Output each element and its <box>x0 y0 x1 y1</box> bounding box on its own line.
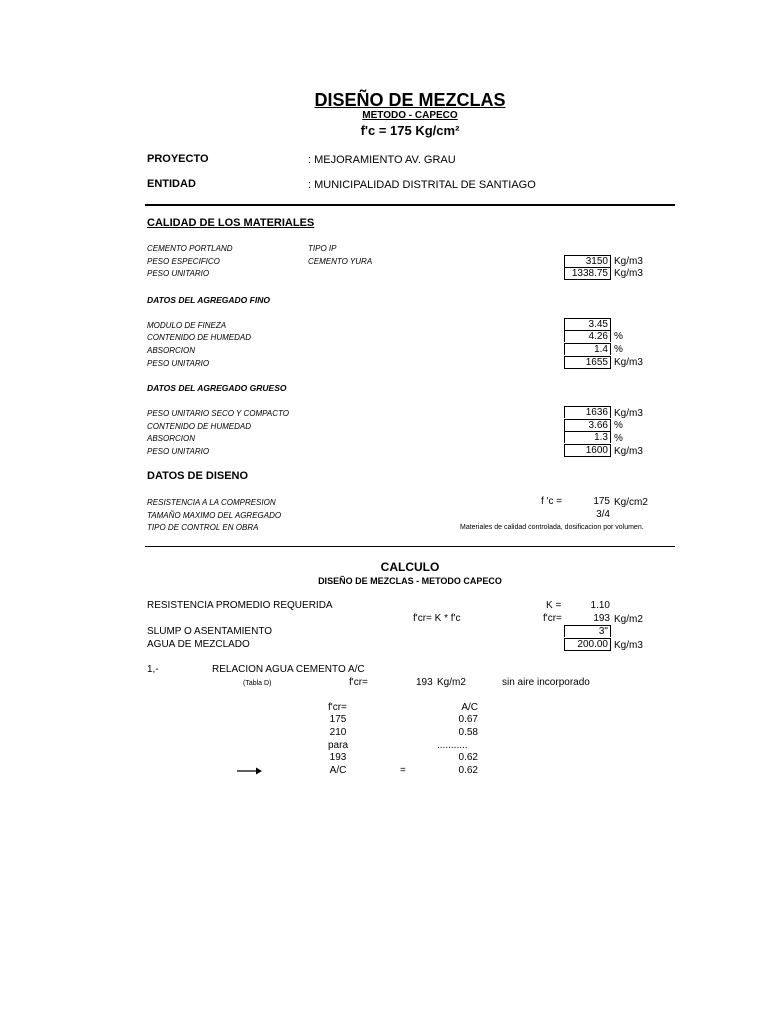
pe-label: PESO ESPECIFICO <box>147 257 220 266</box>
fine-row-label: PESO UNITARIO <box>147 359 210 368</box>
cement-type: TIPO IP <box>308 244 337 253</box>
result-value: 0.62 <box>458 765 478 776</box>
coarse-row-label: PESO UNITARIO SECO Y COMPACTO <box>147 409 289 418</box>
interp-a: 210 <box>329 727 347 738</box>
proyecto-value: : MEJORAMIENTO AV. GRAU <box>308 154 456 166</box>
fine-row-value: 1.4 <box>564 343 611 355</box>
coarse-row-label: PESO UNITARIO <box>147 447 210 456</box>
coarse-row-label: CONTENIDO DE HUMEDAD <box>147 422 252 431</box>
fine-row-unit: % <box>614 344 623 355</box>
slump-value: 3" <box>564 625 611 637</box>
coarse-row-value: 1636 <box>564 406 611 418</box>
coarse-row-unit: % <box>614 420 623 431</box>
fine-row-label: CONTENIDO DE HUMEDAD <box>147 333 252 342</box>
interp-a: 175 <box>329 714 347 725</box>
step-title: RELACION AGUA CEMENTO A/C <box>212 664 365 675</box>
fine-row-value: 1655 <box>564 356 611 369</box>
cement-pu-unit: Kg/m3 <box>614 268 643 279</box>
interp-b: 0.58 <box>458 727 478 738</box>
fine-row-value: 4.26 <box>564 330 611 342</box>
method-subtitle: METODO - CAPECO <box>362 110 458 121</box>
coarse-row-value: 3.66 <box>564 419 611 431</box>
agua-label: AGUA DE MEZCLADO <box>147 639 250 650</box>
divider-2 <box>145 546 675 547</box>
step-fcr-unit: Kg/m2 <box>437 677 466 688</box>
calculo-heading: CALCULO <box>380 560 440 574</box>
step-fcr-value: 193 <box>416 677 433 688</box>
interp-a: 193 <box>329 752 347 763</box>
design-heading: DATOS DE DISENO <box>147 470 249 482</box>
page-title: DISEÑO DE MEZCLAS <box>314 90 506 110</box>
rpr-label: RESISTENCIA PROMEDIO REQUERIDA <box>147 600 333 611</box>
tam-label: TAMAÑO MAXIMO DEL AGREGADO <box>147 511 282 520</box>
col1-head: f'cr= <box>328 702 347 713</box>
result-label: A/C <box>329 765 347 776</box>
calculo-subheading: DISEÑO DE MEZCLAS - METODO CAPECO <box>318 576 502 586</box>
interp-a: para <box>327 740 348 751</box>
fine-row-unit: % <box>614 331 623 342</box>
fine-row-label: ABSORCION <box>147 346 196 355</box>
coarse-heading: DATOS DEL AGREGADO GRUESO <box>147 383 287 393</box>
k-value: 1.10 <box>590 600 610 611</box>
coarse-row-unit: Kg/m3 <box>614 446 643 457</box>
step-note: sin aire incorporado <box>502 677 590 688</box>
coarse-row-value: 1.3 <box>564 431 611 443</box>
fine-row-value: 3.45 <box>564 318 611 330</box>
ctrl-value: Materiales de calidad controlada, dosificacion por volumen. <box>460 524 644 531</box>
tam-value: 3/4 <box>596 509 610 520</box>
resist-symbol: f 'c = <box>541 496 563 507</box>
result-eq: = <box>400 765 406 776</box>
entidad-value: : MUNICIPALIDAD DISTRITAL DE SANTIAGO <box>308 179 536 191</box>
arrow-right-icon <box>236 765 262 777</box>
resist-label: RESISTENCIA A LA COMPRESION <box>147 498 276 507</box>
divider-1 <box>145 204 675 206</box>
interp-b: 0.62 <box>458 752 478 763</box>
coarse-row-unit: Kg/m3 <box>614 408 643 419</box>
cement-label: CEMENTO PORTLAND <box>147 244 233 253</box>
fcr-unit: Kg/m2 <box>614 614 643 625</box>
cement-pe-value: 3150 <box>564 255 611 267</box>
entidad-label: ENTIDAD <box>147 178 196 190</box>
ctrl-label: TIPO DE CONTROL EN OBRA <box>147 523 259 532</box>
proyecto-label: PROYECTO <box>147 153 209 165</box>
step-number: 1,- <box>147 664 159 675</box>
coarse-row-unit: % <box>614 433 623 444</box>
cement-pe-unit: Kg/m3 <box>614 256 643 267</box>
slump-label: SLUMP O ASENTAMIENTO <box>147 626 273 637</box>
resist-value: 175 <box>593 496 610 507</box>
coarse-row-label: ABSORCION <box>147 434 196 443</box>
k-label: K = <box>546 600 562 611</box>
pu-label: PESO UNITARIO <box>147 269 210 278</box>
interp-b: ........... <box>437 740 468 751</box>
tabla-ref: (Tabla D) <box>243 680 272 687</box>
fine-row-unit: Kg/m3 <box>614 357 643 368</box>
fcr-formula: f'cr= K * f'c <box>413 613 461 624</box>
fc-title: f'c = 175 Kg/cm² <box>360 123 460 138</box>
materials-heading: CALIDAD DE LOS MATERIALES <box>147 217 315 229</box>
cement-brand: CEMENTO YURA <box>308 257 373 266</box>
fcr-value: 193 <box>593 613 610 624</box>
col2-head: A/C <box>461 702 478 713</box>
agua-value: 200.00 <box>564 638 611 651</box>
step-fcr-label: f'cr= <box>349 677 368 688</box>
fine-heading: DATOS DEL AGREGADO FINO <box>147 295 270 305</box>
resist-unit: Kg/cm2 <box>614 497 648 508</box>
interp-b: 0.67 <box>458 714 478 725</box>
fine-row-label: MODULO DE FINEZA <box>147 321 227 330</box>
coarse-row-value: 1600 <box>564 444 611 457</box>
fcr-label: f'cr= <box>543 613 562 624</box>
cement-pu-value: 1338.75 <box>564 267 611 280</box>
agua-unit: Kg/m3 <box>614 640 643 651</box>
